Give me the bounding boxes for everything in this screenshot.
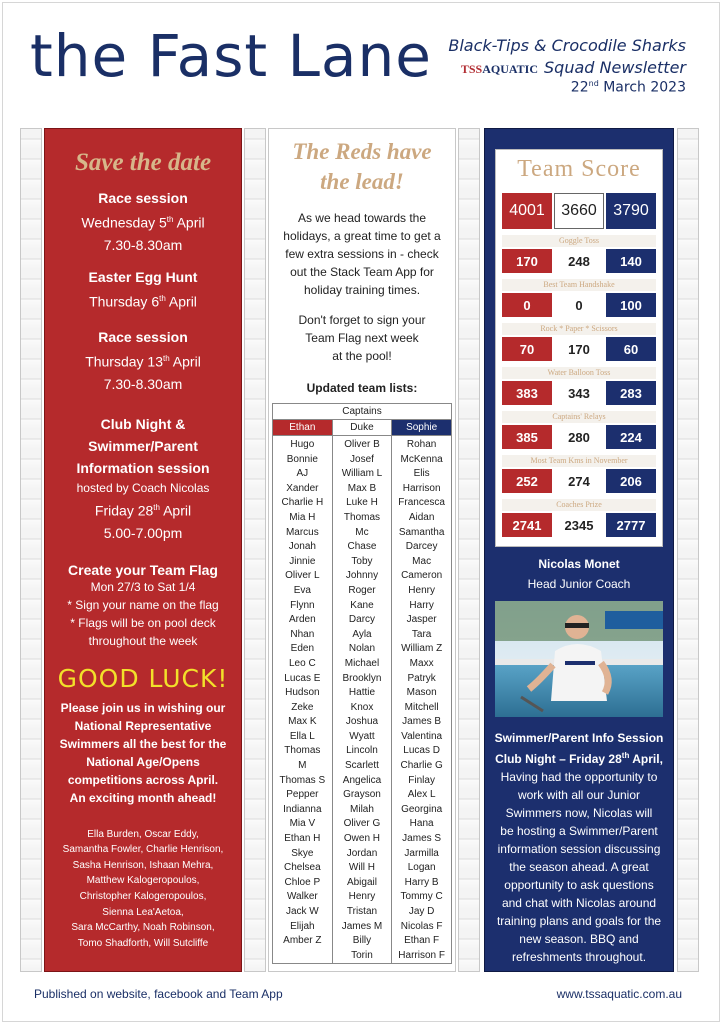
team-member: Harry [409, 599, 434, 611]
team-member: Maxx [409, 657, 434, 669]
team-member: Mia H [289, 511, 316, 523]
team-member: Indianna [283, 803, 322, 815]
team-member: Thomas S [279, 774, 326, 786]
score-category [496, 367, 662, 405]
event-race-session-2: Race session Thursday 13th April 7.30-8.30am [85, 329, 201, 392]
team-member: Lincoln [346, 745, 378, 757]
score-red: 70 [502, 337, 552, 361]
website-link[interactable]: www.tssaquatic.com.au [556, 987, 682, 1001]
score-category [496, 411, 662, 449]
score-row [502, 249, 656, 273]
score-red: 2741 [502, 513, 552, 537]
team-member: Nolan [348, 643, 376, 655]
score-category [496, 499, 662, 537]
team-flag-reminder: Don't forget to sign your Team Flag next week at the pool! [298, 313, 426, 363]
team-member: Henry [348, 891, 376, 903]
score-category [496, 323, 662, 361]
team-member: Ayla [352, 628, 372, 640]
team-member: Kane [350, 599, 374, 611]
team-score-column [484, 128, 674, 972]
total-white: 3660 [554, 193, 604, 229]
team-member: Logan [407, 862, 436, 874]
team-member: Oliver B [344, 439, 380, 450]
team-member: Marcus [285, 526, 319, 538]
team-member: Jinnie [289, 555, 316, 567]
team-member: Jonah [288, 541, 316, 553]
score-row [502, 293, 656, 317]
team-member: Amber Z [283, 935, 322, 947]
team-member: Ella L [289, 730, 315, 742]
team-member: Jordan [346, 847, 378, 859]
team-member: McKenna [400, 453, 443, 465]
team-member: Harrison F [398, 949, 445, 961]
team-member: Cameron [401, 570, 443, 582]
captain-red: Ethan [273, 420, 333, 436]
score-blue: 100 [606, 293, 656, 317]
team-blue-list [392, 436, 452, 964]
decorative-pillar [458, 128, 480, 972]
save-the-date-column [44, 128, 242, 972]
score-white: 343 [554, 381, 604, 405]
team-member: Luke H [346, 497, 378, 509]
score-white: 280 [554, 425, 604, 449]
team-member: Max K [288, 716, 317, 728]
coach-photo [495, 601, 663, 717]
team-member: Michael [344, 657, 380, 669]
score-blue: 140 [606, 249, 656, 273]
team-member: Jarmilla [404, 847, 439, 859]
score-white: 2345 [554, 513, 604, 537]
team-member: Jack W [285, 906, 319, 917]
score-white: 170 [554, 337, 604, 361]
team-member: Thomas [284, 745, 321, 757]
team-member: Aidan [408, 511, 435, 523]
squad-names: Black-Tips & Crocodile Sharks [448, 36, 686, 55]
score-category-label: Water Balloon Toss [502, 367, 656, 379]
team-member: Hana [409, 818, 434, 830]
score-red: 383 [502, 381, 552, 405]
captain-blue: Sophie [392, 420, 452, 436]
team-member: Mitchell [404, 701, 439, 713]
score-category-label: Best Team Handshake [502, 279, 656, 291]
published-note: Published on website, facebook and Team App [34, 987, 283, 1001]
score-row [502, 337, 656, 361]
team-member: William L [341, 468, 383, 480]
score-row [502, 425, 656, 449]
team-member: Brooklyn [342, 672, 382, 684]
team-member: Arden [289, 614, 316, 626]
team-member: Elis [413, 468, 430, 480]
team-member: Oliver G [343, 818, 381, 830]
score-category-label: Rock * Paper * Scissors [502, 323, 656, 335]
score-category [496, 279, 662, 317]
event-club-night: Club Night & Swimmer/Parent Information session hosted by Coach Nicolas Friday 28th April 5.00-7.00pm [76, 415, 210, 541]
team-member: Hudson [285, 687, 320, 699]
team-member: Will H [348, 862, 376, 874]
team-member: Harrison [402, 482, 441, 494]
team-member: Finlay [408, 774, 435, 786]
team-member: Charlie G [400, 760, 443, 772]
team-member: Milah [350, 803, 374, 815]
score-white: 274 [554, 469, 604, 493]
team-member: William Z [401, 643, 443, 655]
team-member: Oliver L [285, 570, 320, 582]
team-member: Hattie [348, 687, 376, 699]
score-white: 0 [554, 293, 604, 317]
score-white: 248 [554, 249, 604, 273]
team-member: Owen H [343, 833, 381, 845]
team-member: Eden [290, 643, 315, 655]
team-score-card [495, 149, 663, 547]
team-member: Chelsea [283, 862, 321, 874]
team-member: Valentina [401, 730, 443, 742]
team-member: Bonnie [286, 453, 318, 465]
info-session-text: Swimmer/Parent Info Session Club Night – Friday 28th April, Having had the opportunity to work with all our Junior Swimmers now, Nicolas will be hosting a Swimmer/Parent information session discussing the season ahead. A great opportunity to ask questions and chat with Nicolas around training plans and goals for the new season. BBQ and refreshments throughout. [494, 731, 664, 964]
good-luck-message: Please join us in wishing our National Representative Swimmers all the best for the National Age/Opens competitions across April. An exciting month ahead! [59, 700, 227, 805]
team-member: M [298, 760, 307, 772]
captain-white: Duke [332, 420, 392, 436]
team-member: Knox [350, 701, 374, 713]
team-member: Mason [406, 687, 437, 699]
score-category-label: Captains' Relays [502, 411, 656, 423]
team-member: Scarlett [345, 760, 379, 772]
team-member: Hugo [290, 439, 315, 450]
score-row [502, 469, 656, 493]
team-member: Toby [351, 555, 373, 567]
team-member: Roger [348, 584, 376, 596]
team-member: Alex L [407, 789, 436, 801]
team-member: James S [402, 833, 442, 845]
captains-label: Captains [273, 404, 452, 420]
score-red: 252 [502, 469, 552, 493]
team-member: Samantha [398, 526, 445, 538]
team-member: Francesca [398, 497, 445, 509]
score-blue: 2777 [606, 513, 656, 537]
team-member: Mia V [289, 818, 316, 830]
team-member: Chase [347, 541, 377, 553]
team-member: Jay D [408, 906, 435, 917]
team-member: Lucas D [403, 745, 440, 757]
team-member: Rohan [406, 439, 437, 450]
team-score-title: Team Score [517, 156, 641, 182]
save-the-date-title: Save the date [74, 149, 212, 176]
team-member: Darcey [405, 541, 438, 553]
decorative-pillar [677, 128, 699, 972]
team-member: Eva [293, 584, 311, 596]
score-category-label: Most Team Kms in November [502, 455, 656, 467]
team-member: AJ [296, 468, 309, 480]
masthead-title: the Fast Lane [30, 22, 432, 90]
coach-name: Nicolas Monet [538, 557, 620, 571]
decorative-pillar [20, 128, 42, 972]
team-lists-table [272, 403, 452, 964]
good-luck-heading: GOOD LUCK! [57, 663, 229, 693]
newsletter-info [448, 36, 686, 96]
team-member: Mac [412, 555, 432, 567]
team-member: Leo C [289, 657, 316, 669]
team-member: Ethan F [404, 935, 440, 947]
score-blue: 60 [606, 337, 656, 361]
newsletter-subtitle: TSSAQUATIC Squad Newsletter [460, 58, 686, 77]
team-member: Angelica [342, 774, 382, 786]
holiday-training-paragraph: As we head towards the holidays, a great time to get a few extra sessions in - check out the Stack Team App for holiday training times. [283, 211, 441, 297]
team-member: Joshua [345, 716, 379, 728]
score-blue: 206 [606, 469, 656, 493]
score-red: 0 [502, 293, 552, 317]
team-member: Jasper [406, 614, 437, 626]
total-blue: 3790 [606, 193, 656, 229]
score-row [502, 381, 656, 405]
team-member: Xander [286, 482, 319, 494]
team-member: Tristan [346, 906, 378, 917]
team-member: James B [402, 716, 442, 728]
team-member: Zeke [291, 701, 314, 713]
score-category [496, 455, 662, 493]
team-member: Josef [350, 453, 374, 465]
team-red-list [273, 436, 333, 964]
team-member: Wyatt [349, 730, 375, 742]
team-member: Harry B [404, 876, 439, 888]
reds-lead-title: The Reds have the lead! [292, 139, 432, 194]
team-member: Nicolas F [400, 920, 443, 932]
issue-date: 22nd March 2023 [570, 79, 686, 96]
team-flag-section: Create your Team Flag Mon 27/3 to Sat 1/4 * Sign your name on the flag * Flags will be on pool deck throughout the week [67, 561, 219, 648]
team-member: Tommy C [400, 891, 443, 903]
team-member: Max B [347, 482, 377, 494]
team-member: Ethan H [284, 833, 321, 845]
team-member: James M [341, 920, 383, 932]
score-category-label: Goggle Toss [502, 235, 656, 247]
coach-title: Head Junior Coach [527, 577, 631, 591]
team-totals [502, 193, 656, 229]
team-member: Georgina [401, 803, 443, 815]
score-categories [496, 235, 662, 537]
tss-aquatic-logo: TSSAQUATIC [460, 62, 538, 76]
team-member: Abigail [346, 876, 377, 888]
team-member: Mc [355, 526, 369, 538]
score-red: 170 [502, 249, 552, 273]
team-member: Elijah [290, 920, 315, 932]
score-category [496, 235, 662, 273]
team-member: Thomas [343, 511, 381, 523]
team-white-list [332, 436, 392, 964]
decorative-pillar [244, 128, 266, 972]
total-red: 4001 [502, 193, 552, 229]
team-member: Charlie H [281, 497, 324, 509]
national-swimmers-list: Ella Burden, Oscar Eddy, Samantha Fowler, Charlie Henrison, Sasha Henrison, Ishaan Mehra, Matthew Kalogeropoulos, Christopher Kalogeropoulos, Sienna Lea'Aetoa, Sara McCarthy, Noah Robinson, Tomo Shadforth, Will Sutcliffe [62, 828, 224, 949]
event-easter-egg-hunt: Easter Egg Hunt Thursday 6th April [88, 268, 198, 310]
team-member: Tara [411, 628, 432, 640]
reds-lead-column [268, 128, 456, 972]
team-member: Grayson [343, 789, 381, 801]
team-member: Skye [291, 847, 314, 859]
team-member: Pepper [286, 789, 319, 801]
team-member: Lucas E [284, 672, 321, 684]
team-member: Torin [351, 949, 373, 961]
team-member: Johnny [345, 570, 379, 582]
score-red: 385 [502, 425, 552, 449]
team-member: Flynn [290, 599, 315, 611]
team-member: Walker [286, 891, 318, 903]
score-blue: 283 [606, 381, 656, 405]
team-member: Darcy [348, 614, 376, 626]
team-member: Henry [408, 584, 435, 596]
team-lists-heading: Updated team lists: [306, 381, 418, 395]
event-race-session-1: Race session Wednesday 5th April 7.30-8.30am [81, 190, 205, 253]
team-member: Billy [352, 935, 372, 947]
team-member: Chloe P [284, 876, 321, 888]
score-blue: 224 [606, 425, 656, 449]
team-member: Nhan [290, 628, 315, 640]
team-member: Patryk [407, 672, 436, 684]
score-category-label: Coaches Prize [502, 499, 656, 511]
score-row [502, 513, 656, 537]
